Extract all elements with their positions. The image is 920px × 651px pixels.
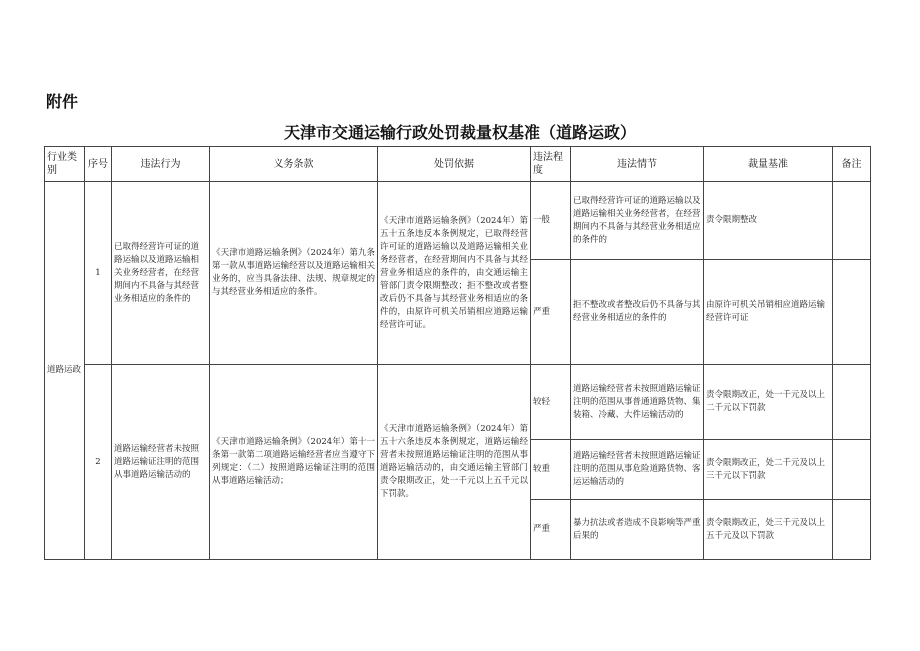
- obligation-cell: 《天津市道路运输条例》（2024年）第十一条第一款第二项道路运输经营者应当遵守下列规定：（二）按照道路运输证注明的范围从事道路运输活动；: [210, 365, 378, 560]
- circumstance-cell: 道路运输经营者未按照道路运输证注明的范围从事危险道路货物、客运运输活动的: [571, 440, 704, 500]
- remark-cell: [833, 500, 871, 560]
- basis-cell: 《天津市道路运输条例》（2024年）第五十六条违反本条例规定，道路运输经营者未按照道路运输证注明的范围从事道路运输活动的，由交通运输主管部门责令限期改正，处一千元以上五千元以下罚款。: [378, 365, 531, 560]
- header-row: [45, 147, 871, 182]
- remark-cell: [833, 365, 871, 440]
- circumstance-cell: 道路运输经营者未按照道路运输证注明的范围从事普通道路货物、集装箱、冷藏、大件运输活动的: [571, 365, 704, 440]
- standard-cell: 由原许可机关吊销相应道路运输经营许可证: [704, 260, 833, 365]
- header-basis: 处罚依据: [378, 147, 531, 182]
- attachment-label: 附件: [46, 92, 79, 111]
- header-remark: 备注: [833, 147, 871, 182]
- basis-cell: 《天津市道路运输条例》（2024年）第五十五条违反本条例规定，已取得经营许可证的道路运输以及道路运输相关业务经营者，在经营期间内不具备与其经营业务相适应的条件的，由交通运输主管部门责令限期整改；拒不整改或者整改后仍不具备与其经营业务相适应的条件的，由原许可机关吊销相应道路运输经营许可证。: [378, 182, 531, 365]
- degree-cell: 严重: [531, 260, 571, 365]
- degree-cell: 严重: [531, 500, 571, 560]
- violation-cell: 道路运输经营者未按照道路运输证注明的范围从事道路运输活动的: [112, 365, 210, 560]
- header-industry: 行业类别: [45, 147, 85, 182]
- violation-cell: 已取得经营许可证的道路运输以及道路运输相关业务经营者，在经营期间内不具备与其经营业务相适应的条件的: [112, 182, 210, 365]
- standard-cell: 责令限期改正，处三千元及以上五千元及以下罚款: [704, 500, 833, 560]
- header-standard: 裁量基准: [704, 147, 833, 182]
- header-seq: 序号: [85, 147, 112, 182]
- header-obligation: 义务条款: [210, 147, 378, 182]
- degree-cell: 一般: [531, 182, 571, 260]
- circumstance-cell: 已取得经营许可证的道路运输以及道路运输相关业务经营者，在经营期间内不具备与其经营业务相适应的条件的: [571, 182, 704, 260]
- remark-cell: [833, 260, 871, 365]
- standard-cell: 责令限期整改: [704, 182, 833, 260]
- circumstance-cell: 拒不整改或者整改后仍不具备与其经营业务相适应的条件的: [571, 260, 704, 365]
- table-row: [45, 182, 871, 260]
- table-row: [45, 365, 871, 440]
- header-violation: 违法行为: [112, 147, 210, 182]
- degree-cell: 较轻: [531, 365, 571, 440]
- seq-cell: 2: [85, 365, 112, 560]
- header-circumstance: 违法情节: [571, 147, 704, 182]
- header-degree: 违法程度: [531, 147, 571, 182]
- document-title: 天津市交通运输行政处罚裁量权基准（道路运政）: [283, 123, 636, 142]
- remark-cell: [833, 440, 871, 500]
- remark-cell: [833, 182, 871, 260]
- penalty-standard-table: [44, 146, 871, 560]
- circumstance-cell: 暴力抗法或者造成不良影响等严重后果的: [571, 500, 704, 560]
- obligation-cell: 《天津市道路运输条例》（2024年）第九条第一款从事道路运输经营以及道路运输相关业务的，应当具备法律、法规、规章规定的与其经营业务相适应的条件。: [210, 182, 378, 365]
- degree-cell: 较重: [531, 440, 571, 500]
- seq-cell: 1: [85, 182, 112, 365]
- industry-cell: 道路运政: [45, 182, 85, 560]
- standard-cell: 责令限期改正，处一千元及以上二千元以下罚款: [704, 365, 833, 440]
- standard-cell: 责令限期改正，处二千元及以上三千元以下罚款: [704, 440, 833, 500]
